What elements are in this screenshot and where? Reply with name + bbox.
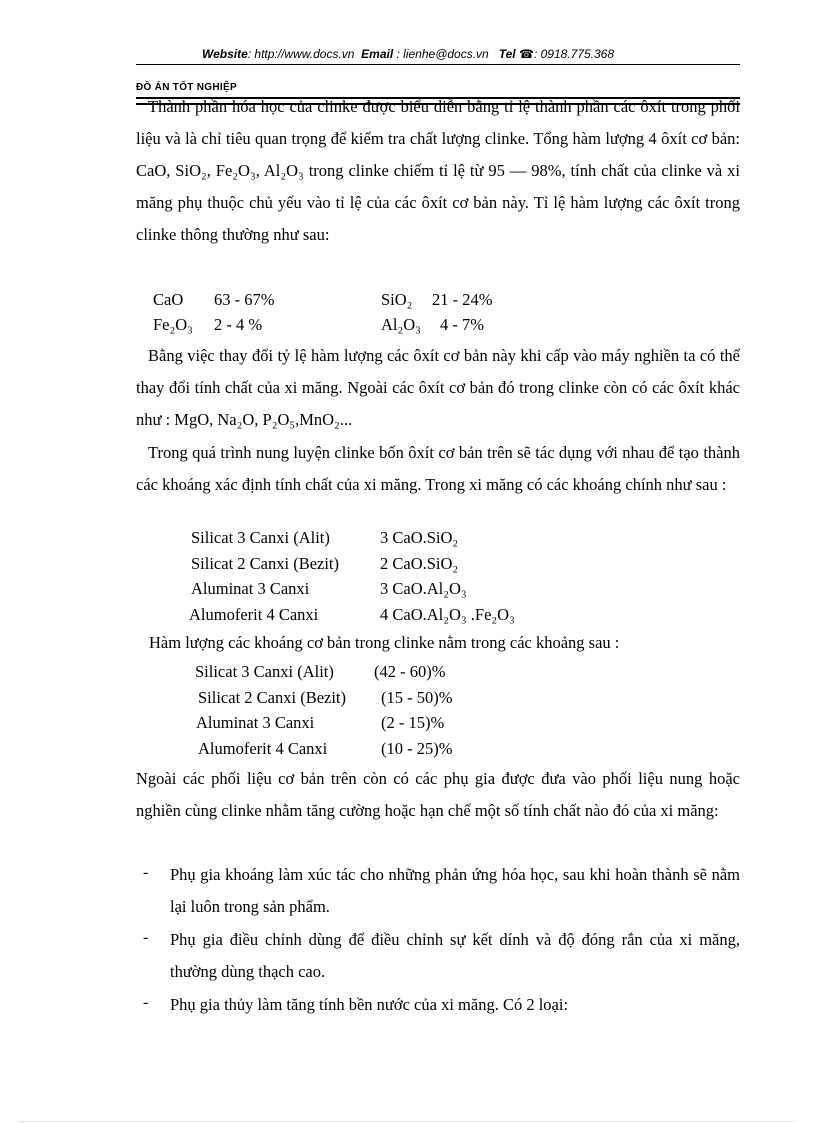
range-value: (42 - 60)% [374, 662, 446, 681]
bullet-item: Phụ gia thủy làm tăng tính bền nước của xi măng. Có 2 loại: [170, 995, 569, 1014]
bullet-mark: - [143, 994, 149, 1011]
range-value: (15 - 50)% [381, 688, 453, 707]
oxide-range: 63 - 67% [214, 290, 275, 309]
range-value: (2 - 15)% [381, 713, 445, 732]
tel-value: : 0918.775.368 [533, 47, 615, 61]
email-label: Email [361, 47, 394, 61]
range-mineral-name: Silicat 2 Canxi (Bezit) [198, 688, 347, 707]
oxide-range: 2 - 4 % [214, 315, 263, 334]
oxide-name: SiO₂ [381, 290, 413, 309]
mineral-name: Silicat 2 Canxi (Bezit) [191, 554, 340, 573]
header-rule [136, 64, 740, 65]
mineral-name: Aluminat 3 Canxi [191, 579, 310, 598]
oxide-range: 4 - 7% [440, 315, 484, 334]
paragraph-minerals-intro: Trong quá trình nung luyện clinke bốn ôxít cơ bản trên sẽ tác dụng với nhau để tạo thành các khoáng xác định tính chất của xi măng. Trong xi măng có các khoáng chính như sau : [136, 443, 740, 494]
phone-icon: ☎ [519, 47, 534, 61]
website-label: Website [201, 47, 248, 61]
website-value[interactable]: : http://www.docs.vn [247, 47, 355, 61]
bullet-mark: - [143, 864, 149, 881]
footer-rule [20, 1121, 796, 1122]
range-mineral-name: Alumoferit 4 Canxi [198, 739, 328, 758]
mineral-formula: 2 CaO.SiO₂ [380, 554, 459, 573]
paragraph-mineral-ranges-intro: Hàm lượng các khoáng cơ bản trong clinke nằm trong các khoảng sau : [149, 633, 620, 652]
oxide-name: Al₂O₃ [381, 315, 421, 334]
mineral-formula: 4 CaO.Al₂O₃ .Fe₂O₃ [380, 605, 515, 624]
oxide-name: Fe₂O₃ [153, 315, 193, 334]
oxide-name: CaO [153, 290, 184, 309]
oxide-range: 21 - 24% [432, 290, 493, 309]
mineral-name: Silicat 3 Canxi (Alit) [191, 528, 330, 547]
mineral-formula: 3 CaO.SiO₂ [380, 528, 459, 547]
document-label: ĐỒ ÁN TỐT NGHIỆP [136, 82, 237, 93]
paragraph-ratio-change: Bằng việc thay đổi tỷ lệ hàm lượng các ôxít cơ bản này khi cấp vào máy nghiền ta có thể thay đổi tính chất của xi măng. Ngoài các ôxít cơ bản đó trong clinke còn có các ôxít khác như : MgO, Na₂O, P₂O₅,MnO₂... [136, 346, 740, 429]
email-value[interactable]: : lienhe@docs.vn [396, 47, 489, 61]
paragraph-composition: Thành phần hóa học của clinke được biểu diễn bằng tỉ lệ thành phần các ôxít trong phối liệu và là chỉ tiêu quan trọng để kiểm tra chất lượng clinke. Tổng hàm lượng 4 ôxít cơ bản: CaO, SiO₂, Fe₂O₃, Al₂O₃ trong clinke chiếm tỉ lệ từ 95 — 98%, tính chất của clinke và xi măng phụ thuộc chủ yếu vào tỉ lệ của các ôxít cơ bản này. Tỉ lệ hàm lượng các ôxít trong clinke thông thường như sau: [136, 97, 740, 244]
page-header [0, 47, 816, 61]
range-value: (10 - 25)% [381, 739, 453, 758]
range-mineral-name: Silicat 3 Canxi (Alit) [195, 662, 334, 681]
paragraph-additives: Ngoài các phối liệu cơ bản trên còn có các phụ gia được đưa vào phối liệu nung hoặc nghiền cùng clinke nhằm tăng cường hoặc hạn chế một số tính chất nào đó của xi măng: [136, 769, 740, 820]
range-mineral-name: Aluminat 3 Canxi [196, 713, 315, 732]
bullet-item: Phụ gia khoáng làm xúc tác cho những phản ứng hóa học, sau khi hoàn thành sẽ nằm lại luôn trong sản phẩm. [170, 865, 740, 916]
mineral-name: Alumoferit 4 Canxi [189, 605, 319, 624]
mineral-formula: 3 CaO.Al₂O₃ [380, 579, 467, 598]
tel-label: Tel [498, 47, 516, 61]
bullet-item: Phụ gia điều chỉnh dùng để điều chỉnh sự kết dính và độ đóng rắn của xi măng, thường dùng thạch cao. [170, 930, 740, 981]
bullet-mark: - [143, 929, 149, 946]
